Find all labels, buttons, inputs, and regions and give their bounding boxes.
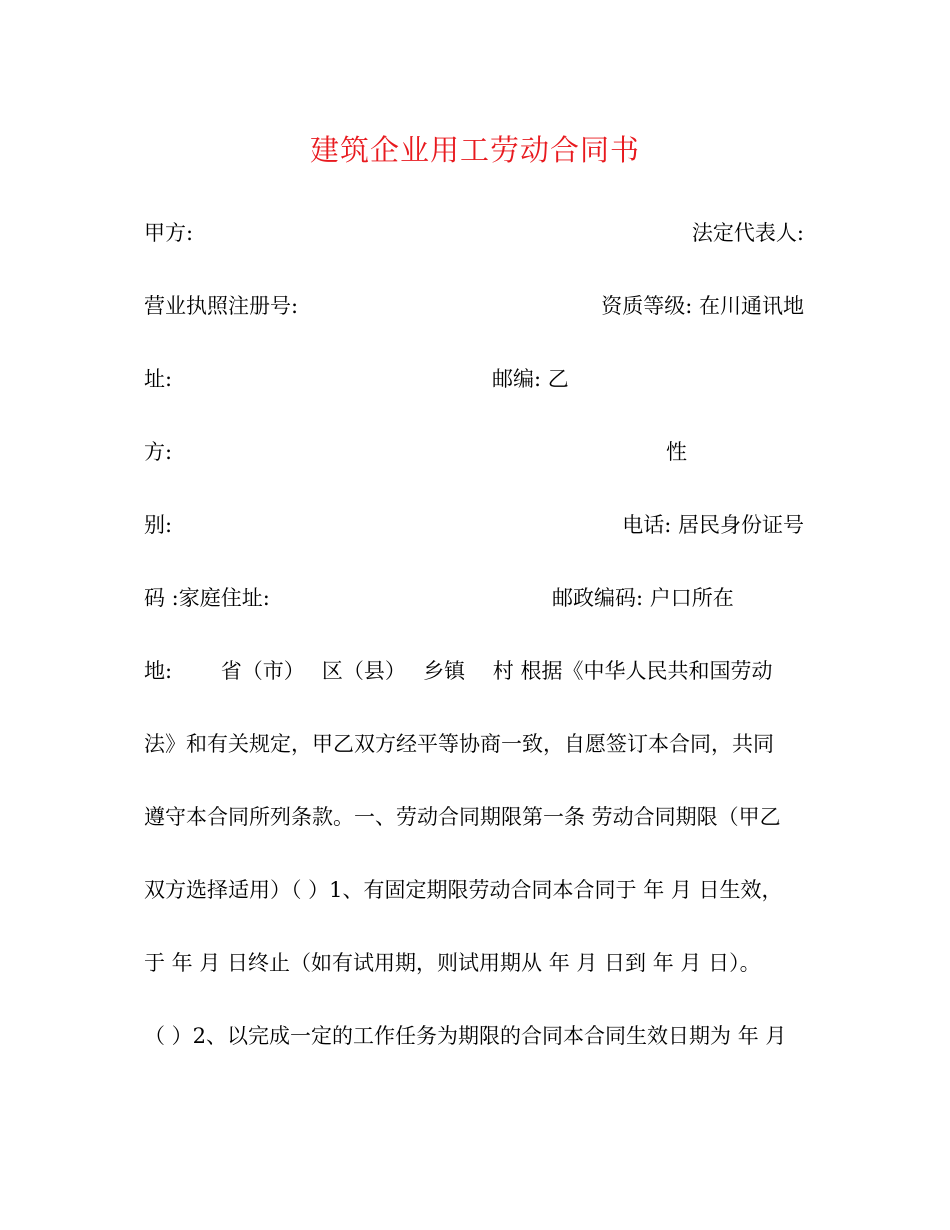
document-title: 建筑企业用工劳动合同书 [309,133,640,167]
text-line [144,505,804,545]
legal-representative-label: 法定代表人: [691,221,804,245]
home-address-label: 码 :家庭住址: [144,586,270,610]
text-line [144,286,804,326]
text-line: 地: 省（市） 区（县） 乡镇 村 根据《中华人民共和国劳动 [144,659,773,683]
qualification-grade-label: 资质等级: 在川通讯地 [601,294,804,318]
gender-label: 性 [666,440,687,464]
text-line: 双方选择适用）（ ）1、有固定期限劳动合同本合同于 年 月 日生效， [144,878,783,902]
text-line [144,432,804,472]
text-line [144,359,804,399]
gender-label-end: 别: [144,513,173,537]
text-line: 法》和有关规定，甲乙双方经平等协商一致，自愿签订本合同，共同 [144,732,774,756]
business-license-label: 营业执照注册号: [144,294,299,318]
postal-code-label: 邮政编码: 户口所在 [552,586,734,610]
postcode-label: 邮编: 乙 [492,367,569,391]
text-line [144,213,804,253]
phone-id-label: 电话: 居民身份证号 [622,513,804,537]
text-line: 遵守本合同所列条款。一、劳动合同期限第一条 劳动合同期限（甲乙 [144,805,781,829]
party-b-label: 方: [144,440,173,464]
party-a-label: 甲方: [144,221,194,245]
text-line [144,578,804,618]
text-line: 于 年 月 日终止（如有试用期，则试用期从 年 月 日到 年 月 日）。 [144,951,761,975]
text-line: （ ）2、以完成一定的工作任务为期限的合同本合同生效日期为 年 月 [144,1024,787,1048]
address-label: 址: [144,367,173,391]
